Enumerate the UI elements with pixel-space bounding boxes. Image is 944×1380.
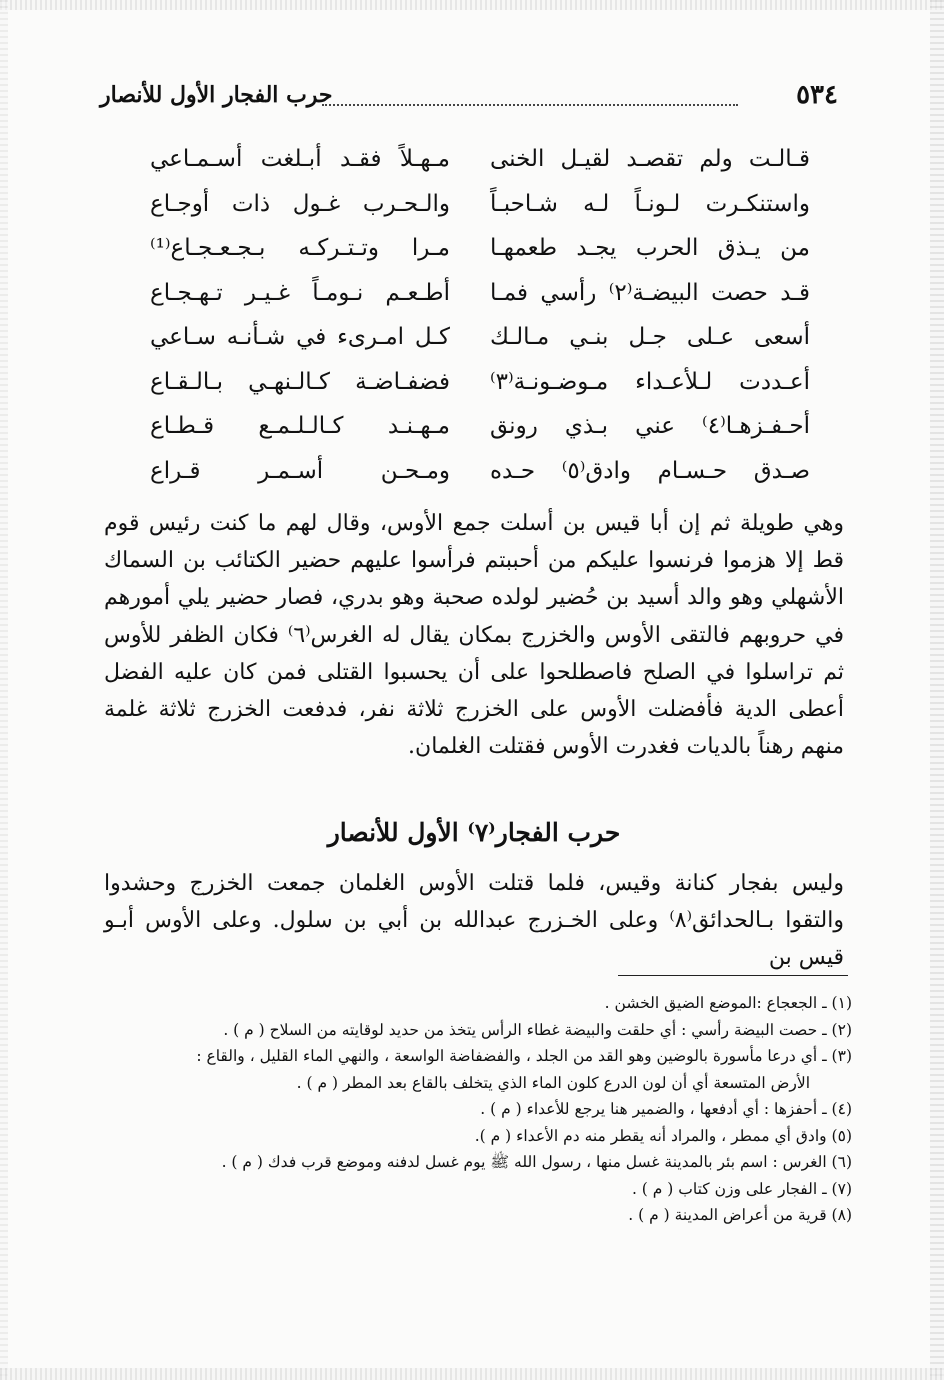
poem-verse <box>150 407 810 452</box>
footnotes <box>96 990 852 1229</box>
footnote: (٧) ـ الفجار على وزن كتاب ( م ) . <box>631 1179 852 1198</box>
poem-verse <box>150 185 810 230</box>
poem-verse <box>150 229 810 274</box>
verse-second-hemistich: مـهـنـد كـالـلـمـع قـطـاع <box>150 413 450 439</box>
poem-verse <box>150 140 810 185</box>
poem-verse <box>150 318 810 363</box>
verse-second-hemistich: أطـعـم نـومـاً غـيـر تـهـجـاع <box>150 279 450 306</box>
verse-first-hemistich: أعـددت لـلأعـداء مـوضـونـة⁽٣⁾ <box>490 368 810 395</box>
verse-first-hemistich: واستنكـرت لـونـاً لـه شـاحبـاً <box>490 190 810 217</box>
verse-second-hemistich: والـحـرب غـول ذات أوجـاع <box>150 190 450 217</box>
scan-edge-top <box>0 0 944 10</box>
verse-second-hemistich: مـرا وتـتـركـه بـجـعـجـاع⁽¹⁾ <box>150 235 450 261</box>
footnote: (٦) الغرس : اسم بئر بالمدينة غسل منها ، رسول الله ﷺ يوم غسل لدفنه وموضع قرب فدك ( م ) . <box>221 1153 852 1171</box>
verse-second-hemistich: فضفـاضـة كـالـنهـي بـالـقـاع <box>150 368 450 395</box>
poem <box>150 140 810 496</box>
page-number: ٥٣٤ <box>796 80 838 110</box>
poem-verse <box>150 274 810 319</box>
scan-edge-right <box>930 0 944 1380</box>
scan-edge-left <box>0 0 8 1380</box>
footnote-separator <box>618 975 848 976</box>
body-paragraph: وليس بفجار كنانة وقيس، فلما قتلت الأوس الغلمان جمعت الخزرج وحشدوا والتقوا بـالحدائق⁽٨⁾ وعلى الخـزرج عبدالله بن أبي بن سلول. وعلى الأوس أبـو قيس بن <box>104 871 844 971</box>
verse-first-hemistich: قـالـت ولم تقصـد لقيـل الخنى <box>490 146 810 172</box>
verse-first-hemistich: قـد حصت البيضـة⁽٢⁾ رأسي فمـا <box>490 279 811 306</box>
footnote: (٤) ـ أحفزها : أي أدفعها ، والضمير هنا يرجع للأعداء ( م ) . <box>480 1100 852 1118</box>
section-heading: حرب الفجار⁽٧⁾ الأول للأنصار <box>327 818 621 847</box>
verse-first-hemistich: من يـذق الحرب يجـد طعمهـا <box>490 235 810 261</box>
verse-first-hemistich: أسعى عـلى جـل بنـي مـالـك <box>490 324 810 350</box>
page-header <box>100 80 838 116</box>
running-title: حرب الفجار الأول للأنصار <box>100 82 333 108</box>
header-dotted-leader <box>322 104 738 106</box>
verse-first-hemistich: أحـفـزهـا⁽٤⁾ عني بـذي رونق <box>490 413 810 439</box>
poem-verse <box>150 452 810 497</box>
poem-verse <box>150 363 810 408</box>
verse-first-hemistich: صـدق حـسـام وادق⁽٥⁾ حـده <box>490 457 810 484</box>
footnote: (٢) ـ حصت البيضة رأسي : أي حلقت والبيضة غطاء الرأس يتخذ من حديد لوقايته من السلاح ( م ) . <box>223 1020 852 1039</box>
verse-second-hemistich: كـل امـرىء في شـأنـه سـاعي <box>150 324 450 350</box>
verse-second-hemistich: ومـحـن أسـمـر قـراع <box>150 457 450 484</box>
scan-edge-bottom <box>0 1368 944 1380</box>
body-paragraph: وهي طويلة ثم إن أبا قيس بن أسلت جمع الأوس، وقال لهم ما كنت رئيس قوم قط إلا هزموا فرنسوا عليكم من أحببتم فرأسوا عليهم حضير الكتائب بن السماك الأشهلي وهو والد أسيد بن حُضير لولده صحبة وهو بدري، فصار حضير يلي أمورهم في حروبهم فالتقى الأوس والخزرج بمكان يقال له الغرس⁽٦⁾ فكان الظفر للأوس ثم تراسلوا في الصلح فاصطلحوا على أن يحسبوا القتلى فمن كان عليه الفضل أعطى الدية فأفضلت الأوس على الخزرج ثلاثة نفر، فدفعت الخزرج ثلاثة غلمة منهم رهناً بالديات فغدرت الأوس فقتلت الغلمان. <box>104 511 844 760</box>
footnote: (٥) وادق أي ممطر ، والمراد أنه يقطر منه دم الأعداء ( م ). <box>474 1126 852 1145</box>
footnote: (٣) ـ أي درعا مأسورة بالوضين وهو القد من الجلد ، والفضفاضة الواسعة ، والنهي الماء القليل ، والقاع : <box>196 1047 852 1065</box>
footnote: (١) ـ الجعجاع :الموضع الضيق الخشن . <box>604 994 852 1012</box>
footnote-continuation: الأرض المتسعة أي أن لون الدرع كلون الماء الذي يتخلف بالقاع بعد المطر ( م ) . <box>296 1073 810 1092</box>
verse-second-hemistich: مـهـلاً فقـد أبـلغت أسـمـاعي <box>150 146 450 172</box>
footnote: (٨) قرية من أعراض المدينة ( م ) . <box>628 1206 852 1224</box>
